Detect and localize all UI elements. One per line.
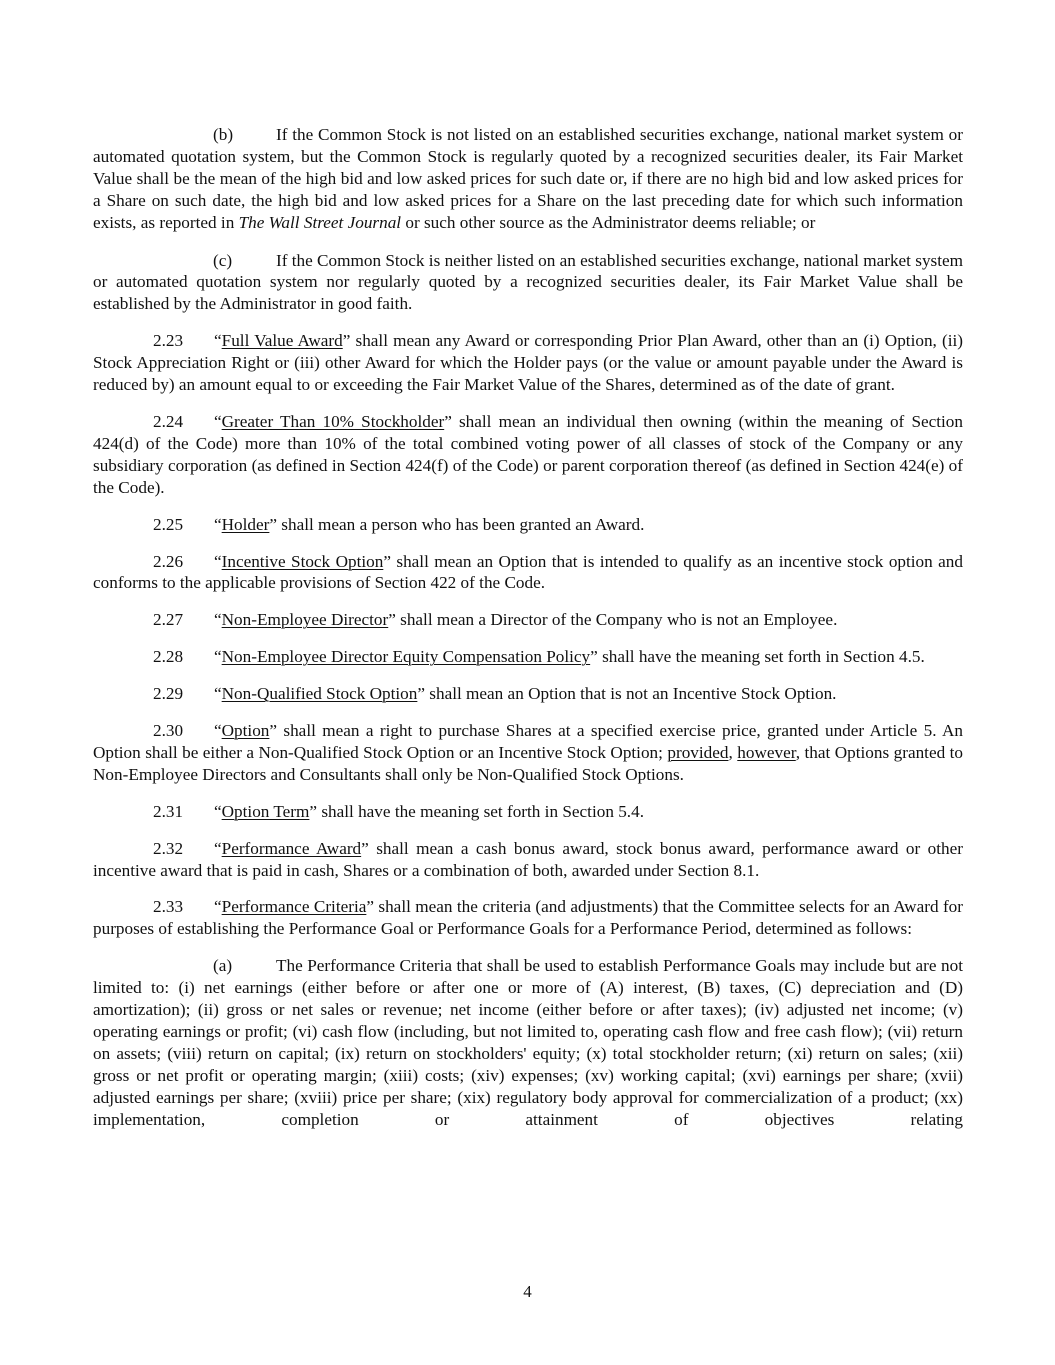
section-number: 2.24 <box>153 411 184 431</box>
definition-2-30 <box>93 720 963 786</box>
document-page <box>93 124 963 1131</box>
paragraph-performance-criteria-a <box>93 955 963 1130</box>
paragraph-text: The Performance Criteria that shall be used to establish Performance Goals may include but are not limited to: (i) net earnings (either before or after one or more of (A) interest, (B) taxes, (C) depreciation and (D) amortization); (ii) gross or net sales or revenue; net income (either before or after taxes); (iv) adjusted net income; (v) operating earnings or profit; (vi) cash flow (including, but not limited to, operating cash flow and free cash flow); (vii) return on assets; (viii) return on capital; (ix) return on stockholders' equity; (x) total stockholder return; (xi) return on sales; (xii) gross or net profit or operating margin; (xiii) costs; (xiv) expenses; (xv) working capital; (xvi) earnings per share; (xvii) adjusted earnings per share; (xviii) price per share; (xix) regulatory body approval for commercialization of a product; (xx) implementation, completion or attainment of objectives relating <box>93 956 963 1129</box>
defined-term: Incentive Stock Option <box>221 551 384 571</box>
paragraph-fmv-c <box>93 250 963 316</box>
defined-term: Holder <box>221 514 270 534</box>
section-number: 2.32 <box>153 838 184 858</box>
open-quote: “ <box>214 610 222 630</box>
definition-2-24 <box>93 411 963 499</box>
defined-term: Non-Employee Director Equity Compensation Policy <box>221 647 591 667</box>
definition-2-33 <box>93 896 963 940</box>
section-number: 2.23 <box>153 331 184 351</box>
definition-text: ” shall mean an individual then owning (within the meaning of Section 424(d) of the Code) more than 10% of the total combined voting power of all classes of stock of the Company or any subsidiary corporation (as defined in Section 424(f) of the Code) or parent corporation thereof (as defined in Section 424(e) of the Code). <box>93 411 963 497</box>
defined-term: Performance Criteria <box>221 897 367 917</box>
open-quote: “ <box>214 647 222 667</box>
open-quote: “ <box>214 801 222 821</box>
definition-text: ” shall mean a cash bonus award, stock bonus award, performance award or other incentive award that is paid in cash, Shares or a combination of both, awarded under Section 8.1. <box>93 838 963 880</box>
section-number: 2.28 <box>153 647 184 667</box>
open-quote: “ <box>214 411 222 431</box>
defined-term: Non-Employee Director <box>221 610 389 630</box>
paragraph-text: If the Common Stock is neither listed on an established securities exchange, national market system or automated quotation system nor regularly quoted by a recognized securities dealer, its Fair Market Value shall be established by the Administrator in good faith. <box>93 250 963 314</box>
open-quote: “ <box>214 838 222 858</box>
definition-2-31 <box>93 801 963 823</box>
section-number: 2.26 <box>153 551 184 571</box>
provided-term: provided <box>667 742 729 762</box>
paragraph-text: or such other source as the Administrator deems reliable; or <box>401 212 816 232</box>
definition-2-29 <box>93 683 963 705</box>
paragraph-fmv-b <box>93 124 963 234</box>
paragraph-number: (a) <box>213 956 233 976</box>
definition-text: ” shall mean any Award or corresponding Prior Plan Award, other than an (i) Option, (ii) Stock Appreciation Right or (iii) other Award for which the Holder pays (or the value or amount payable under the Award is reduced by) an amount equal to or exceeding the Fair Market Value of the Shares, determined as of the date of grant. <box>93 331 963 395</box>
defined-term: Performance Award <box>221 838 362 858</box>
section-number: 2.29 <box>153 684 184 704</box>
definition-2-27 <box>93 609 963 631</box>
definition-2-26 <box>93 551 963 595</box>
definition-text: ” shall mean a person who has been granted an Award. <box>269 514 645 534</box>
definition-text: ” shall mean an Option that is intended to qualify as an incentive stock option and conforms to the applicable provisions of Section 422 of the Code. <box>93 551 963 593</box>
page-number: 4 <box>523 1282 532 1301</box>
section-number: 2.33 <box>153 897 184 917</box>
defined-term: Option <box>221 721 270 741</box>
definition-text: ” shall mean the criteria (and adjustments) that the Committee selects for an Award for purposes of establishing the Performance Goal or Performance Goals for a Performance Period, determined as follows: <box>93 897 963 939</box>
defined-term: Full Value Award <box>221 331 343 351</box>
open-quote: “ <box>214 721 222 741</box>
open-quote: “ <box>214 514 222 534</box>
defined-term: Greater Than 10% Stockholder <box>221 411 445 431</box>
definition-2-25 <box>93 514 963 536</box>
open-quote: “ <box>214 684 222 704</box>
definition-text: ” shall mean a right to purchase Shares at a specified exercise price, granted under Article 5. An Option shall be either a Non-Qualified Stock Option or an Incentive Stock Option; <box>93 721 963 762</box>
however-term: however <box>737 742 796 762</box>
defined-term: Non-Qualified Stock Option <box>221 684 418 704</box>
definition-2-28 <box>93 646 963 668</box>
definition-2-32 <box>93 838 963 882</box>
definition-text: ” shall mean a Director of the Company who is not an Employee. <box>388 610 838 630</box>
paragraph-number: (c) <box>213 250 233 270</box>
section-number: 2.27 <box>153 610 184 630</box>
section-number: 2.31 <box>153 801 184 821</box>
section-number: 2.25 <box>153 514 184 534</box>
definition-2-23 <box>93 330 963 396</box>
paragraph-text: If the Common Stock is not listed on an established securities exchange, national market system or automated quotation system, but the Common Stock is regularly quoted by a recognized securities dealer, its Fair Market Value shall be the mean of the high bid and low asked prices for such date or, if there are no high bid and low asked prices for a Share on such date, the high bid and low asked prices for a Share on the last preceding date for which such information exists, as reported in <box>93 125 963 232</box>
definition-text: ” shall mean an Option that is not an Incentive Stock Option. <box>417 684 837 704</box>
open-quote: “ <box>214 897 222 917</box>
paragraph-number: (b) <box>213 125 234 144</box>
section-number: 2.30 <box>153 721 184 741</box>
defined-term: Option Term <box>221 801 310 821</box>
comma: , <box>728 742 738 762</box>
open-quote: “ <box>214 551 222 571</box>
open-quote: “ <box>214 331 222 351</box>
definition-text: ” shall have the meaning set forth in Section 4.5. <box>590 647 925 667</box>
definition-text: ” shall have the meaning set forth in Section 5.4. <box>309 801 644 821</box>
publication-title: The Wall Street Journal <box>238 212 402 232</box>
definition-text: , that Options granted to Non-Employee Directors and Consultants shall only be Non-Qualified Stock Options. <box>93 742 963 784</box>
